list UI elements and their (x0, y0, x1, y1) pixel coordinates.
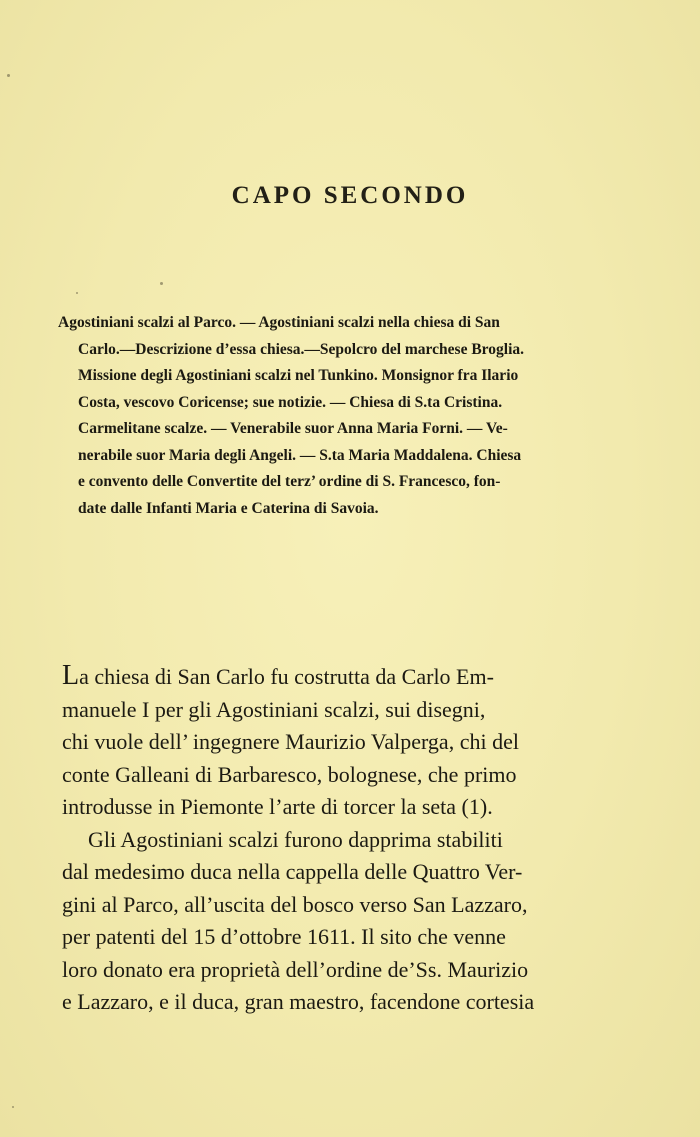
summary-line: Costa, vescovo Coricense; sue notizie. — Chiesa di S.ta Cristina. (78, 393, 503, 411)
body-line (62, 660, 622, 694)
body-line: loro donato era proprietà dell’ordine de’Ss. Maurizio (62, 956, 529, 982)
summary-line: Agostiniani scalzi al Parco. — Agostiniani scalzi nella chiesa di San (58, 314, 500, 331)
body-line: Gli Agostiniani scalzi furono dapprima stabiliti (88, 826, 503, 852)
body-line: chi vuole dell’ ingegnere Maurizio Valperga, chi del (62, 729, 519, 754)
summary-line: Carmelitane scalze. — Venerabile suor Anna Maria Forni. — Ve- (78, 420, 508, 437)
summary-line: Missione degli Agostiniani scalzi nel Tunkino. Monsignor fra Ilario (78, 367, 519, 384)
paper-speck (12, 1106, 14, 1108)
paper-speck (160, 282, 163, 285)
summary-line: Carlo.—Descrizione d’essa chiesa.—Sepolcro del marchese Broglia. (78, 340, 524, 358)
summary-line: nerabile suor Maria degli Angeli. — S.ta Maria Maddalena. Chiesa (78, 446, 522, 464)
summary-line: date dalle Infanti Maria e Caterina di Savoia. (78, 499, 379, 517)
body-line: gini al Parco, all’uscita del bosco verso San Lazzaro, (62, 891, 528, 917)
chapter-title: CAPO SECONDO (231, 182, 469, 209)
body-line: e Lazzaro, e il duca, gran maestro, facendone cortesia (62, 989, 535, 1014)
body-line: conte Galleani di Barbaresco, bolognese, che primo (62, 761, 517, 787)
drop-cap: L (62, 660, 80, 691)
paper-speck (76, 292, 78, 294)
body-line: per patenti del 15 d’ottobre 1611. Il sito che venne (62, 924, 506, 949)
body-line-text: a chiesa di San Carlo fu costrutta da Carlo Em- (79, 664, 494, 689)
body-text (62, 660, 622, 1019)
chapter-summary (58, 310, 618, 522)
body-line: introdusse in Piemonte l’arte di torcer la seta (1). (62, 794, 493, 819)
body-line: dal medesimo duca nella cappella delle Quattro Ver- (62, 859, 523, 884)
summary-line: e convento delle Convertite del terz’ ordine di S. Francesco, fon- (78, 473, 501, 490)
body-line: manuele I per gli Agostiniani scalzi, sui disegni, (62, 696, 486, 722)
paper-speck (7, 74, 10, 77)
